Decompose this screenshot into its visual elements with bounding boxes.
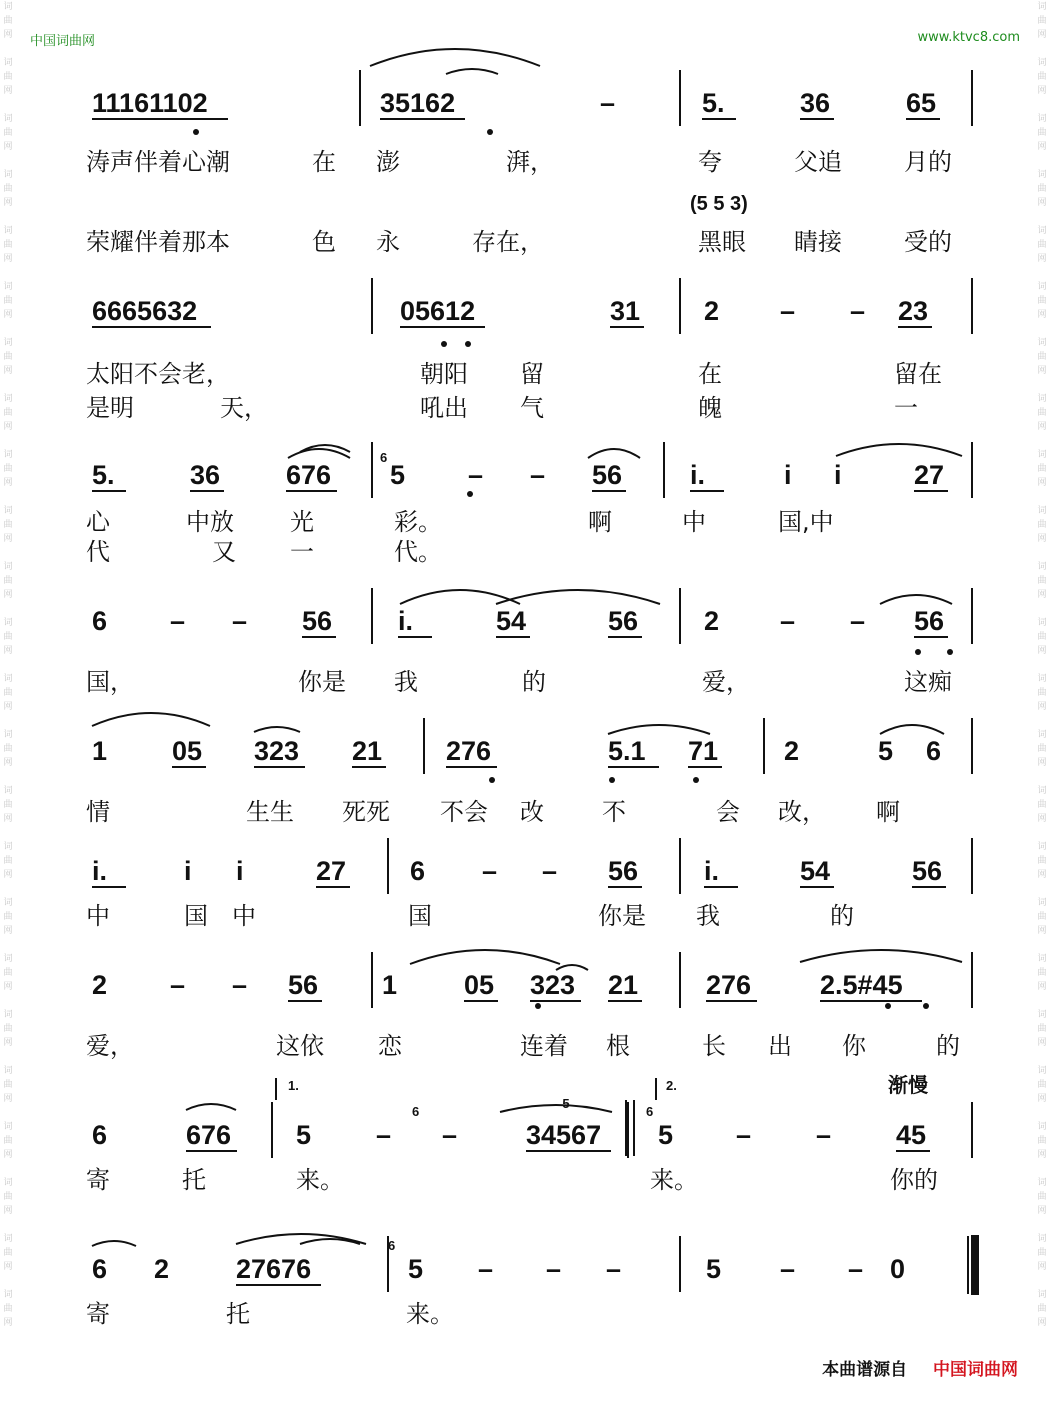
note-group: – bbox=[232, 606, 248, 636]
footer-site-name[interactable]: 中国词曲网 bbox=[933, 1360, 1018, 1380]
lyric-line2: 一 bbox=[290, 538, 314, 566]
note-group: 676 bbox=[286, 460, 332, 490]
note-group: 56 bbox=[914, 606, 945, 636]
lyric-line2: 黑眼 bbox=[698, 228, 746, 256]
note-group: 6 bbox=[92, 606, 108, 636]
lyric-line1: 不 bbox=[602, 798, 626, 826]
lyric-line1: 心 bbox=[86, 508, 110, 536]
note-group: 27 bbox=[316, 856, 347, 886]
lyric-line2: 一 bbox=[894, 394, 918, 422]
lyric-line2: 气 bbox=[520, 394, 544, 422]
lyric-line1: 的 bbox=[936, 1032, 960, 1060]
tuplet-number: 5 bbox=[562, 1096, 570, 1111]
note-group: 6 bbox=[410, 856, 426, 886]
octave-dot bbox=[487, 129, 493, 135]
lyric-line2: 永 bbox=[376, 228, 400, 256]
note-group: 36 bbox=[800, 88, 831, 118]
note-group: 35162 bbox=[380, 88, 456, 118]
octave-dot bbox=[609, 777, 615, 783]
slur-arc bbox=[446, 69, 498, 74]
lyric-line1: 湃， bbox=[506, 148, 554, 176]
note-group: 27676 bbox=[236, 1254, 312, 1284]
lyric-line2: 代 bbox=[86, 538, 110, 566]
note-group: 05612 bbox=[400, 296, 476, 326]
watermark-left: 词 曲 网 词 曲 网 词 曲 网 词 曲 网 词 曲 网 词 曲 网 词 曲 网 词 曲 网 词 曲 网 词 曲 网 词 曲 网 词 曲 网 词 曲 网 词 曲 网 词 曲 网 词 曲 网 词 曲 网 词 曲 网 词 曲 网 词 曲 网 词 曲 网 词 曲 网 词 曲 网 词 曲 网 bbox=[3, 2, 13, 1328]
note-group: 27 bbox=[914, 460, 945, 490]
lyric-line1: 爱， bbox=[86, 1032, 134, 1060]
note-group: – bbox=[736, 1120, 752, 1150]
lyric-line1: 这痴 bbox=[904, 668, 952, 696]
octave-dot bbox=[915, 649, 921, 655]
note-group: 31 bbox=[610, 296, 641, 326]
grace-note-6: 6 bbox=[412, 1104, 420, 1119]
note-group: i bbox=[184, 856, 192, 886]
lyric-line1: 中 bbox=[232, 902, 256, 930]
note-group: 2 bbox=[704, 606, 720, 636]
lyric-line1: 这依 bbox=[276, 1032, 324, 1060]
octave-dot bbox=[947, 649, 953, 655]
note-group: – bbox=[848, 1254, 864, 1284]
note-group: 5. bbox=[702, 88, 725, 118]
note-group: 6 bbox=[92, 1120, 108, 1150]
note-group: – bbox=[170, 970, 186, 1000]
lyric-line1: 你的 bbox=[890, 1166, 938, 1194]
note-group: 56 bbox=[608, 606, 639, 636]
slur-arc bbox=[254, 727, 300, 732]
note-group: – bbox=[780, 296, 796, 326]
lyric-line1: 托 bbox=[226, 1300, 250, 1328]
lyric-line2: 色 bbox=[312, 228, 336, 256]
slur-arc bbox=[92, 713, 210, 726]
lyric-line1: 留 bbox=[520, 360, 544, 388]
note-group: 23 bbox=[898, 296, 929, 326]
grace-note-6: 6 bbox=[646, 1104, 654, 1119]
lyric-line1: 情 bbox=[86, 798, 110, 826]
lyric-line1: 朝阳 bbox=[420, 360, 468, 388]
octave-dot bbox=[441, 341, 447, 347]
note-group: 6 bbox=[926, 736, 942, 766]
slur-arc bbox=[236, 1234, 366, 1244]
note-group: 21 bbox=[608, 970, 639, 1000]
note-group: – bbox=[468, 460, 484, 490]
note-group: 2 bbox=[784, 736, 800, 766]
note-group: – bbox=[546, 1254, 562, 1284]
lyric-line1: 澎 bbox=[376, 148, 400, 176]
slur-arc bbox=[496, 590, 660, 604]
note-group: 5 bbox=[408, 1254, 424, 1284]
lyric-line1: 来。 bbox=[406, 1300, 454, 1328]
note-group: i bbox=[784, 460, 792, 490]
lyric-line2: 魄 bbox=[698, 394, 722, 422]
footer-source-label: 本曲谱源自 bbox=[822, 1360, 908, 1380]
lyric-line1: 爱， bbox=[702, 668, 750, 696]
lyric-line1: 你是 bbox=[598, 902, 646, 930]
note-group: 5 bbox=[878, 736, 894, 766]
note-group: 11161102 bbox=[92, 88, 208, 118]
note-group: 56 bbox=[912, 856, 943, 886]
lyric-line2: 存在， bbox=[472, 228, 544, 256]
lyric-line1: 国,中 bbox=[778, 508, 834, 536]
lyric-line1: 来。 bbox=[296, 1166, 344, 1194]
lyric-line1: 寄 bbox=[86, 1166, 110, 1194]
note-group: – bbox=[232, 970, 248, 1000]
note-group: 2 bbox=[154, 1254, 170, 1284]
note-group: 56 bbox=[288, 970, 319, 1000]
lyric-line1: 你是 bbox=[298, 668, 346, 696]
final-bar-thick bbox=[972, 1236, 978, 1294]
lyric-line1: 中放 bbox=[186, 508, 234, 536]
octave-dot bbox=[693, 777, 699, 783]
beam-underlines bbox=[92, 119, 948, 1285]
note-group: 56 bbox=[592, 460, 623, 490]
note-group: 5 bbox=[296, 1120, 312, 1150]
octave-dot bbox=[885, 1003, 891, 1009]
note-group: – bbox=[780, 606, 796, 636]
lyric-line2: 代。 bbox=[394, 538, 442, 566]
slur-arc bbox=[608, 725, 710, 734]
note-group: 54 bbox=[800, 856, 831, 886]
note-group: 5 bbox=[706, 1254, 722, 1284]
note-group: 56 bbox=[608, 856, 639, 886]
lyric-line1: 生生 bbox=[246, 798, 294, 826]
note-group: – bbox=[850, 606, 866, 636]
lyric-line2: 又 bbox=[212, 538, 236, 566]
lyric-line1: 国 bbox=[408, 902, 432, 930]
note-group: – bbox=[780, 1254, 796, 1284]
note-group: – bbox=[376, 1120, 392, 1150]
note-group: 276 bbox=[706, 970, 752, 1000]
lyric-line1: 死死 bbox=[342, 798, 390, 826]
note-group: i. bbox=[398, 606, 414, 636]
lyric-line1: 国， bbox=[86, 668, 134, 696]
lyric-line1: 来。 bbox=[650, 1166, 698, 1194]
octave-dot bbox=[467, 491, 473, 497]
note-group: 36 bbox=[190, 460, 221, 490]
lyric-line1: 我 bbox=[696, 902, 720, 930]
lyric-line1: 你 bbox=[842, 1032, 866, 1060]
note-group: – bbox=[170, 606, 186, 636]
slur-arc bbox=[588, 449, 640, 458]
note-group: 2 bbox=[704, 296, 720, 326]
note-group: 71 bbox=[688, 736, 719, 766]
note-group: – bbox=[606, 1254, 622, 1284]
note-group: i bbox=[834, 460, 842, 490]
note-group: 323 bbox=[254, 736, 300, 766]
slur-arc bbox=[92, 1241, 136, 1246]
note-group: 5 bbox=[390, 460, 406, 490]
note-group: – bbox=[850, 296, 866, 326]
note-group: 54 bbox=[496, 606, 527, 636]
slur-arc bbox=[836, 444, 962, 456]
slur-arc bbox=[800, 950, 962, 962]
slur-arc bbox=[500, 1105, 612, 1112]
slur-arc bbox=[186, 1104, 236, 1110]
lyric-line2: 吼出 bbox=[420, 394, 468, 422]
note-group: – bbox=[530, 460, 546, 490]
watermark-right: 词 曲 网 词 曲 网 词 曲 网 词 曲 网 词 曲 网 词 曲 网 词 曲 网 词 曲 网 词 曲 网 词 曲 网 词 曲 网 词 曲 网 词 曲 网 词 曲 网 词 曲 网 词 曲 网 词 曲 网 词 曲 网 词 曲 网 词 曲 网 词 曲 网 词 曲 网 词 曲 网 词 曲 网 bbox=[1037, 2, 1047, 1328]
note-group: – bbox=[478, 1254, 494, 1284]
note-group: 2.5#45 bbox=[820, 970, 903, 1000]
note-group: – bbox=[442, 1120, 458, 1150]
note-group: 05 bbox=[464, 970, 495, 1000]
lyric-line1: 在 bbox=[312, 148, 336, 176]
ending-1: 1. bbox=[288, 1078, 299, 1093]
tempo-mark: 渐慢 bbox=[888, 1075, 928, 1097]
lyric-line1: 寄 bbox=[86, 1300, 110, 1328]
slur-arc bbox=[410, 950, 560, 964]
lyric-line1: 啊 bbox=[876, 798, 900, 826]
note-group: 21 bbox=[352, 736, 383, 766]
note-group: 56 bbox=[302, 606, 333, 636]
lyric-line1: 我 bbox=[394, 668, 418, 696]
lyric-line1: 在 bbox=[698, 360, 722, 388]
lyric-line1: 出 bbox=[768, 1032, 792, 1060]
note-group: 34567 bbox=[526, 1120, 602, 1150]
footer bbox=[822, 1355, 1018, 1380]
slur-arc bbox=[880, 595, 952, 604]
octave-dot bbox=[489, 777, 495, 783]
octave-dot bbox=[193, 129, 199, 135]
note-group: – bbox=[542, 856, 558, 886]
note-group: 323 bbox=[530, 970, 576, 1000]
note-group: 05 bbox=[172, 736, 203, 766]
lyric-line2: 是明 bbox=[86, 394, 134, 422]
note-group: 6 bbox=[92, 1254, 108, 1284]
lyric-line1: 不会 bbox=[440, 798, 488, 826]
lyric-line1: 长 bbox=[702, 1032, 726, 1060]
octave-dots bbox=[193, 129, 953, 1009]
note-group: 5.1 bbox=[608, 736, 646, 766]
lyric-line1: 中 bbox=[682, 508, 706, 536]
note-group: 676 bbox=[186, 1120, 232, 1150]
header-site-left[interactable]: 中国词曲网 bbox=[30, 34, 96, 49]
lyric-line1: 涛声伴着心潮 bbox=[86, 148, 230, 176]
grace-note-6: 6 bbox=[380, 450, 388, 465]
lyric-line2: 天， bbox=[220, 394, 268, 422]
lyric-line1: 恋 bbox=[378, 1032, 402, 1060]
lyric-line1: 父追 bbox=[794, 148, 842, 176]
grace-note-6: 6 bbox=[388, 1238, 396, 1253]
lyric-line2: 受的 bbox=[904, 228, 952, 256]
slur-arc bbox=[370, 49, 540, 66]
note-group: – bbox=[816, 1120, 832, 1150]
note-group: i. bbox=[704, 856, 720, 886]
octave-dot bbox=[535, 1003, 541, 1009]
lyric-line2: 睛接 bbox=[794, 228, 842, 256]
lyric-line1: 会 bbox=[716, 798, 740, 826]
octave-dot bbox=[923, 1003, 929, 1009]
note-group: i. bbox=[690, 460, 706, 490]
lyric-line1: 夸 bbox=[698, 148, 722, 176]
alt-notes: (5 5 3) bbox=[690, 193, 748, 215]
header-site-url[interactable]: www.ktvc8.com bbox=[917, 30, 1020, 45]
slur-arc bbox=[288, 449, 350, 458]
note-group: 2 bbox=[92, 970, 108, 1000]
lyric-line2: 荣耀伴着那本 bbox=[86, 228, 230, 256]
lyric-line1: 彩。 bbox=[394, 508, 442, 536]
lyric-line1: 改 bbox=[520, 798, 544, 826]
lyric-line1: 月的 bbox=[904, 148, 952, 176]
ending-2: 2. bbox=[666, 1078, 677, 1093]
note-group: – bbox=[600, 88, 616, 118]
lyric-line1: 连着 bbox=[520, 1032, 568, 1060]
note-group: – bbox=[482, 856, 498, 886]
lyric-line1: 的 bbox=[830, 902, 854, 930]
lyric-line1: 中 bbox=[86, 902, 110, 930]
slur-arc bbox=[880, 725, 944, 734]
note-group: 276 bbox=[446, 736, 492, 766]
note-group: 6665632 bbox=[92, 296, 198, 326]
note-group: 45 bbox=[896, 1120, 927, 1150]
note-group: 0 bbox=[890, 1254, 906, 1284]
note-group: 1 bbox=[382, 970, 398, 1000]
lyric-line1: 太阳不会老， bbox=[86, 360, 230, 388]
note-group: i bbox=[236, 856, 244, 886]
lyric-line1: 根 bbox=[606, 1032, 630, 1060]
octave-dot bbox=[465, 341, 471, 347]
lyric-line1: 托 bbox=[182, 1166, 206, 1194]
lyric-line1: 啊 bbox=[588, 508, 612, 536]
note-group: 5. bbox=[92, 460, 115, 490]
lyric-line1: 的 bbox=[522, 668, 546, 696]
lyric-line1: 留在 bbox=[894, 360, 942, 388]
lyric-line1: 光 bbox=[290, 508, 314, 536]
note-group: 65 bbox=[906, 88, 937, 118]
lyric-line1: 改， bbox=[778, 798, 826, 826]
note-group: 1 bbox=[92, 736, 108, 766]
note-group: 5 bbox=[658, 1120, 674, 1150]
lyric-line1: 国 bbox=[184, 902, 208, 930]
note-group: i. bbox=[92, 856, 108, 886]
